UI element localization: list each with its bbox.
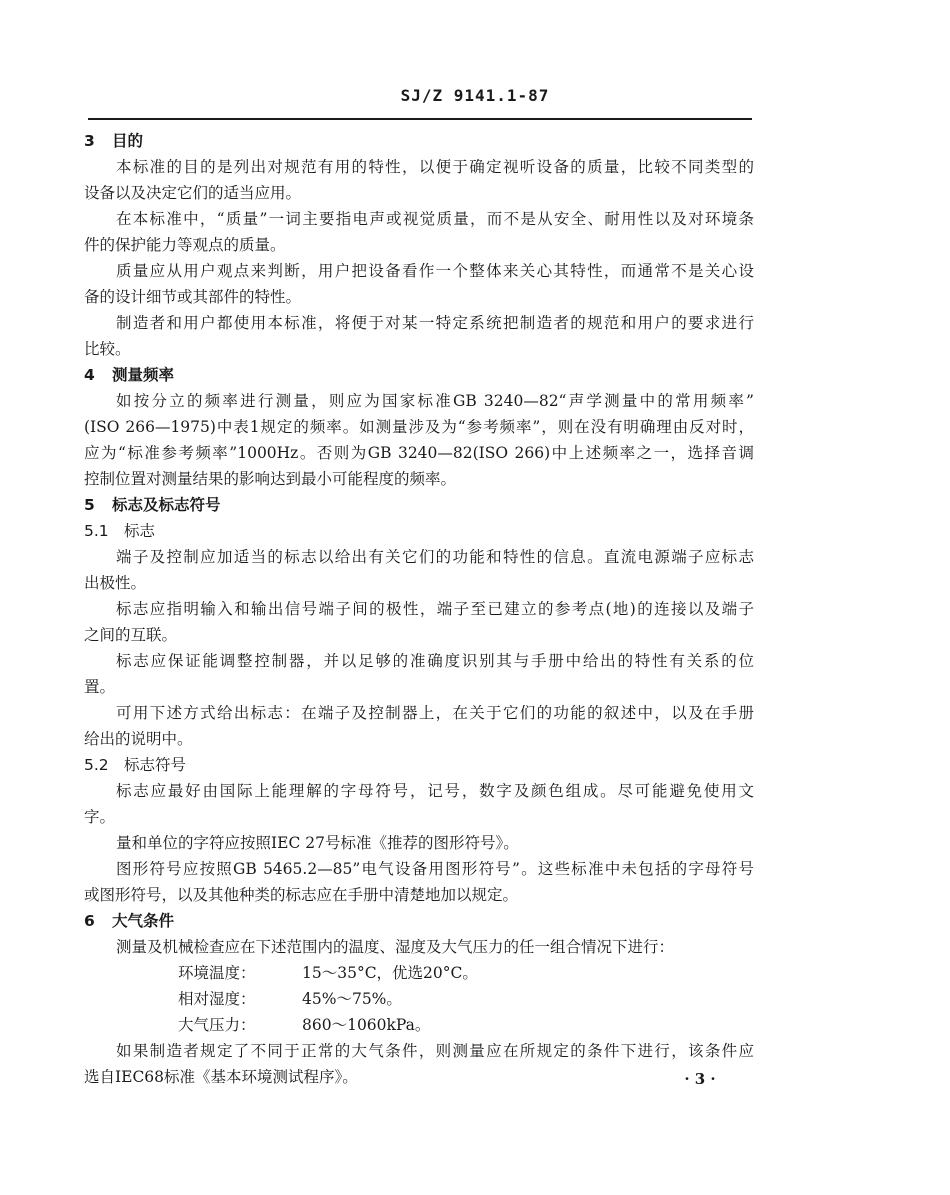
paragraph-line: 制造者和用户都使用本标准，将便于对某一特定系统把制造者的规范和用户的要求进行 (116, 314, 754, 332)
paragraph-line: 质量应从用户观点来判断，用户把设备看作一个整体来关心其特性，而通常不是关心设 (116, 262, 754, 280)
document-body (84, 128, 754, 1090)
paragraph-line: 比较。 (84, 340, 131, 358)
condition-value: 15～35°C，优选20°C。 (302, 964, 478, 982)
paragraph-line: 图形符号应按照GB 5465.2—85”电气设备用图形符号”。这些标准中未包括的字母符号 (116, 860, 754, 878)
paragraph-line: 端子及控制应加适当的标志以给出有关它们的功能和特性的信息。直流电源端子应标志 (116, 548, 754, 566)
paragraph-line: 可用下述方式给出标志：在端子及控制器上，在关于它们的功能的叙述中，以及在手册 (116, 704, 754, 722)
paragraph-line: 选自IEC68标准《基本环境测试程序》。 (84, 1068, 358, 1086)
section-heading: 3 目的 (84, 132, 144, 150)
section-heading: 5 标志及标志符号 (84, 496, 221, 514)
page-header: SJ/Z 9141.1-87 (400, 86, 550, 105)
subsection-heading: 5.1 标志 (84, 522, 156, 540)
paragraph-line: 给出的说明中。 (84, 730, 193, 748)
paragraph-line: 标志应指明输入和输出信号端子间的极性，端子至已建立的参考点(地)的连接以及端子 (116, 600, 754, 618)
paragraph-line: 标志应最好由国际上能理解的字母符号，记号，数字及颜色组成。尽可能避免使用文 (116, 782, 754, 800)
paragraph-line: 测量及机械检查应在下述范围内的温度、湿度及大气压力的任一组合情况下进行： (116, 938, 675, 956)
condition-row (84, 960, 754, 986)
paragraph-line: 或图形符号，以及其他种类的标志应在手册中清楚地加以规定。 (84, 886, 519, 904)
paragraph-line: 件的保护能力等观点的质量。 (84, 236, 286, 254)
paragraph-line: 如按分立的频率进行测量，则应为国家标准GB 3240—82“声学测量中的常用频率” (116, 392, 754, 410)
paragraph-line: 标志应保证能调整控制器，并以足够的准确度识别其与手册中给出的特性有关系的位 (116, 652, 754, 670)
condition-value: 45%～75%。 (302, 990, 402, 1008)
subsection-heading: 5.2 标志符号 (84, 756, 187, 774)
page-number: · 3 · (684, 1070, 716, 1088)
paragraph-line: (ISO 266—1975)中表1规定的频率。如测量涉及为“参考频率”，则在没有明确理由反对时， (84, 418, 754, 436)
condition-row (84, 986, 754, 1012)
paragraph-line: 出极性。 (84, 574, 147, 592)
condition-label: 相对湿度： (178, 990, 256, 1008)
paragraph-line: 如果制造者规定了不同于正常的大气条件，则测量应在所规定的条件下进行，该条件应 (116, 1042, 754, 1060)
paragraph-line: 在本标准中，“质量”一词主要指电声或视觉质量，而不是从安全、耐用性以及对环境条 (116, 210, 754, 228)
condition-value: 860～1060kPa。 (302, 1016, 431, 1034)
condition-row (84, 1012, 754, 1038)
paragraph-line: 备的设计细节或其部件的特性。 (84, 288, 302, 306)
header-rule (88, 118, 752, 120)
section-heading: 6 大气条件 (84, 912, 175, 930)
section-heading: 4 测量频率 (84, 366, 175, 384)
paragraph-line: 之间的互联。 (84, 626, 178, 644)
paragraph-line: 设备以及决定它们的适当应用。 (84, 184, 302, 202)
paragraph-line: 应为“标准参考频率”1000Hz。否则为GB 3240—82(ISO 266)中上述频率之一，选择音调 (84, 444, 754, 462)
paragraph-line: 控制位置对测量结果的影响达到最小可能程度的频率。 (84, 470, 457, 488)
condition-label: 大气压力： (178, 1016, 256, 1034)
paragraph-line: 量和单位的字符应按照IEC 27号标准《推荐的图形符号》。 (116, 834, 519, 852)
paragraph-line: 字。 (84, 808, 116, 826)
paragraph-line: 本标准的目的是列出对规范有用的特性，以便于确定视听设备的质量，比较不同类型的 (116, 158, 754, 176)
paragraph-line: 置。 (84, 678, 116, 696)
condition-label: 环境温度： (178, 964, 256, 982)
